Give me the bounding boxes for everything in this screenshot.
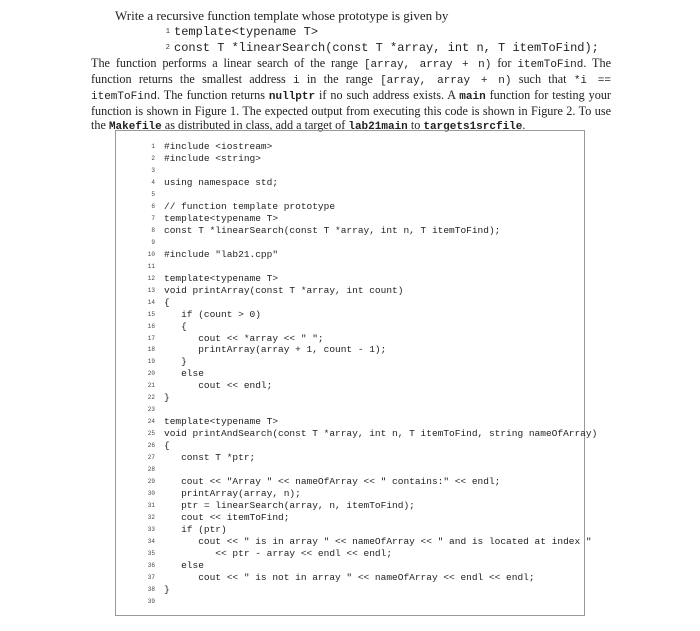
line-number: 32 [147, 514, 155, 522]
line-number: 31 [147, 502, 155, 510]
line-number: 8 [151, 226, 155, 234]
code-text: } [164, 392, 170, 404]
line-number: 36 [147, 561, 155, 569]
code-text: } [164, 356, 187, 368]
code-text: { [164, 320, 187, 332]
code-text: cout << endl; [164, 380, 273, 392]
intro-text: Write a recursive function template whose prototype is given by [115, 8, 449, 23]
line-number: 2 [165, 44, 170, 52]
inline-code: *i == itemToFind [91, 75, 612, 103]
paragraph-text: . The function returns the smallest address [91, 56, 611, 86]
paragraph-text: for [491, 56, 518, 70]
code-text: #include <iostream> [164, 141, 273, 152]
inline-code-bold: nullptr [268, 91, 316, 103]
code-text: #include "lab21.cpp" [164, 248, 279, 260]
prototype-code: template<typename T> [174, 25, 319, 39]
code-text: using namespace std; [164, 176, 279, 188]
paragraph-text: function for testing your function is shown in Figure 1. The expected output from executing this code is shown in Figure 2. To use the [91, 88, 611, 132]
code-text: cout << *array << " "; [164, 332, 324, 344]
line-number: 11 [147, 262, 155, 270]
line-number: 10 [147, 250, 155, 258]
line-number: 4 [151, 178, 155, 186]
paragraph-text: such that [511, 72, 574, 86]
code-text: template<typename T> [164, 416, 279, 428]
line-number: 24 [147, 418, 155, 426]
line-number: 12 [147, 274, 155, 282]
line-number: 29 [147, 478, 155, 486]
line-number: 30 [147, 490, 155, 498]
line-number: 34 [147, 538, 155, 545]
code-text: else [164, 368, 204, 380]
prototype-line [165, 40, 599, 56]
code-text: ptr = linearSearch(array, n, itemToFind); [164, 500, 415, 512]
inline-code: i [293, 75, 300, 87]
line-number: 28 [147, 466, 155, 474]
inline-code: [array, array + n) [380, 75, 512, 87]
code-text: if (count > 0) [164, 308, 261, 320]
line-number: 16 [147, 322, 155, 330]
description-paragraph [91, 56, 611, 134]
paragraph-text: . [522, 118, 526, 132]
line-number: 2 [151, 154, 155, 162]
line-number: 20 [147, 370, 155, 378]
inline-code: [array, array + n) [363, 59, 492, 71]
line-number: 37 [147, 573, 155, 581]
line-number: 17 [147, 334, 155, 342]
paragraph-text: in the range [299, 72, 381, 86]
line-number: 3 [151, 166, 155, 174]
prototype-code: const T *linearSearch(const T *array, int n, T itemToFind); [174, 41, 599, 55]
line-number: 5 [151, 190, 155, 198]
code-text: cout << itemToFind; [164, 512, 290, 524]
inline-code-bold: lab21main [348, 121, 408, 133]
code-text: } [164, 583, 170, 595]
line-number: 27 [147, 454, 155, 462]
code-text: printArray(array + 1, count - 1); [164, 344, 387, 356]
paragraph-text: . The function returns [157, 88, 269, 102]
line-number: 25 [147, 430, 155, 438]
code-text: << ptr - array << endl << endl; [164, 547, 393, 559]
line-number: 21 [147, 382, 155, 390]
line-number: 19 [147, 358, 155, 366]
code-text: // function template prototype [164, 200, 336, 212]
line-number: 9 [151, 238, 155, 246]
prototype-block [165, 24, 599, 56]
code-text: void printAndSearch(const T *array, int n, T itemToFind, string nameOfArray) [164, 428, 598, 440]
code-text: #include <string> [164, 152, 261, 164]
code-text: printArray(array, n); [164, 488, 301, 500]
paragraph-text: to [407, 118, 424, 132]
inline-code-bold: targets1srcfile [423, 121, 523, 133]
code-text: { [164, 440, 170, 452]
line-number: 15 [147, 310, 155, 318]
code-text: else [164, 559, 204, 571]
line-number: 13 [147, 286, 155, 294]
code-text: template<typename T> [164, 272, 279, 284]
line-number: 26 [147, 442, 155, 450]
paragraph-text: The function performs a linear search of the range [91, 56, 364, 70]
line-number: 18 [147, 346, 155, 354]
line-number: 1 [165, 28, 170, 36]
paragraph-text: as distributed in class, add a target of [161, 118, 349, 132]
line-number: 35 [147, 549, 155, 557]
line-number: 6 [151, 202, 155, 210]
prototype-line [165, 24, 599, 40]
line-number: 23 [147, 406, 155, 414]
line-number: 33 [147, 526, 155, 534]
paragraph-text: if no such address exists. A [315, 88, 460, 102]
code-text: cout << "Array " << nameOfArray << " contains:" << endl; [164, 476, 501, 488]
inline-code-bold: Makefile [108, 121, 162, 133]
code-text: cout << " is not in array " << nameOfArray << endl << endl; [164, 571, 535, 583]
code-text: void printArray(const T *array, int count) [164, 284, 404, 296]
line-number: 14 [147, 298, 155, 306]
code-text: if (ptr) [164, 524, 227, 536]
line-number: 38 [147, 585, 155, 593]
code-text: { [164, 296, 170, 308]
line-number: 22 [147, 394, 155, 402]
code-text: cout << " is in array " << nameOfArray << " and is located at index " [164, 536, 592, 547]
code-text: const T *linearSearch(const T *array, int n, T itemToFind); [164, 224, 501, 236]
inline-code: itemToFind [517, 59, 584, 71]
line-number: 7 [151, 214, 155, 222]
code-text: template<typename T> [164, 212, 279, 224]
line-number: 1 [151, 143, 155, 150]
code-text: const T *ptr; [164, 452, 256, 464]
line-number: 39 [147, 597, 155, 605]
inline-code-bold: main [459, 91, 486, 103]
